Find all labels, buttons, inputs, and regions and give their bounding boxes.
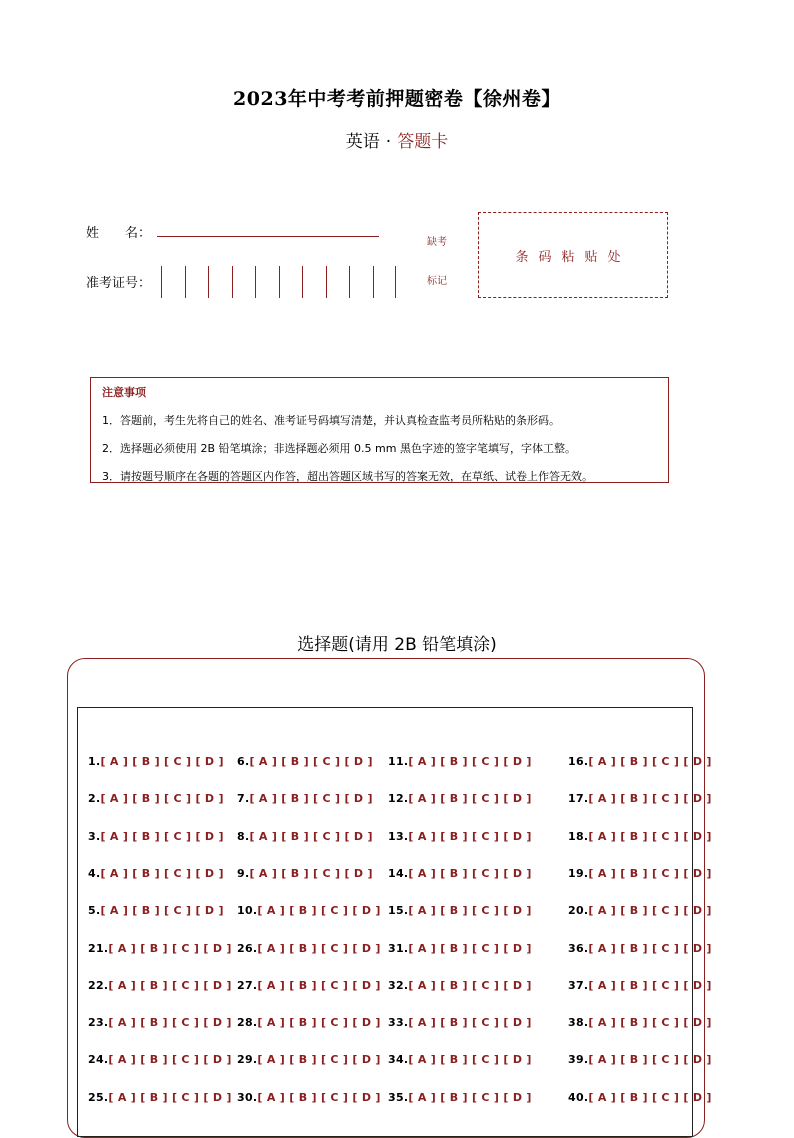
question-item[interactable] [568,830,712,843]
answer-options[interactable]: [ A ] [ B ] [ C ] [ D ] [408,829,532,843]
notice-item-3: 3．请按题号顺序在各题的答题区内作答，超出答题区域书写的答案无效，在草纸、试卷上作答无效。 [102,470,593,483]
question-item[interactable] [388,979,532,992]
question-item[interactable] [237,755,373,768]
choice-answer-area [77,707,693,1137]
question-item[interactable] [237,1053,381,1066]
question-number: 39. [568,1053,589,1067]
question-item[interactable] [88,1053,232,1066]
answer-options[interactable]: [ A ] [ B ] [ C ] [ D ] [588,1016,712,1030]
answer-options[interactable]: [ A ] [ B ] [ C ] [ D ] [108,1053,232,1067]
id-cell[interactable] [373,266,397,298]
answer-options[interactable]: [ A ] [ B ] [ C ] [ D ] [257,1053,381,1067]
page-subtitle [0,127,794,152]
answer-options[interactable]: [ A ] [ B ] [ C ] [ D ] [588,904,712,918]
question-number: 1. [88,755,101,768]
question-number: 16. [568,755,589,768]
question-number: 3. [88,829,101,843]
question-item[interactable] [388,1016,532,1029]
answer-options[interactable]: [ A ] [ B ] [ C ] [ D ] [257,978,381,992]
question-item[interactable] [88,755,224,768]
question-item[interactable] [388,1091,532,1104]
question-item[interactable] [88,830,224,843]
question-item[interactable] [568,792,712,805]
question-number: 35. [388,1090,409,1104]
question-number: 8. [237,829,250,843]
question-item[interactable] [237,979,381,992]
name-field[interactable] [157,236,379,237]
answer-options[interactable]: [ A ] [ B ] [ C ] [ D ] [257,904,381,918]
absent-mark-label-2: 标记 [427,276,447,287]
question-item[interactable] [88,942,232,955]
answer-options[interactable]: [ A ] [ B ] [ C ] [ D ] [408,866,532,880]
question-number: 19. [568,866,589,880]
question-item[interactable] [237,1016,381,1029]
answer-options[interactable]: [ A ] [ B ] [ C ] [ D ] [588,941,712,955]
question-number: 37. [568,978,589,992]
question-number: 36. [568,941,589,955]
answer-options[interactable]: [ A ] [ B ] [ C ] [ D ] [588,1090,712,1104]
question-number: 18. [568,829,589,843]
question-item[interactable] [88,792,224,805]
question-item[interactable] [88,867,224,880]
question-item[interactable] [388,792,532,805]
answer-options[interactable]: [ A ] [ B ] [ C ] [ D ] [100,866,224,880]
answer-options[interactable]: [ A ] [ B ] [ C ] [ D ] [408,1090,532,1104]
question-item[interactable] [568,1053,712,1066]
name-label: 姓 名： [86,226,152,241]
question-item[interactable] [88,904,224,917]
question-item[interactable] [88,979,232,992]
question-number: 27. [237,978,258,992]
question-item[interactable] [568,904,712,917]
answer-options[interactable]: [ A ] [ B ] [ C ] [ D ] [108,978,232,992]
answer-options[interactable]: [ A ] [ B ] [ C ] [ D ] [588,866,712,880]
id-cell[interactable] [349,266,373,298]
id-cell[interactable] [208,266,232,298]
answer-options[interactable]: [ A ] [ B ] [ C ] [ D ] [588,755,712,768]
question-item[interactable] [388,942,532,955]
answer-options[interactable]: [ A ] [ B ] [ C ] [ D ] [100,829,224,843]
question-number: 13. [388,829,409,843]
question-item[interactable] [388,904,532,917]
answer-options[interactable]: [ A ] [ B ] [ C ] [ D ] [408,904,532,918]
answer-options[interactable]: [ A ] [ B ] [ C ] [ D ] [588,1053,712,1067]
question-item[interactable] [568,942,712,955]
answer-options[interactable]: [ A ] [ B ] [ C ] [ D ] [257,1090,381,1104]
answer-options[interactable]: [ A ] [ B ] [ C ] [ D ] [408,792,532,806]
question-number: 22. [88,978,109,992]
question-number: 29. [237,1053,258,1067]
question-item[interactable] [568,979,712,992]
notice-box [90,377,669,483]
question-number: 6. [237,755,250,768]
subject-label: 英语 [345,132,380,152]
answer-options[interactable]: [ A ] [ B ] [ C ] [ D ] [108,1090,232,1104]
notice-item-2: 2．选择题必须使用 2B 铅笔填涂；非选择题必须用 0.5 mm 黑色字迹的签字笔填写，字体工整。 [102,442,576,455]
question-number: 20. [568,904,589,918]
answer-options[interactable]: [ A ] [ B ] [ C ] [ D ] [408,978,532,992]
barcode-area [478,212,668,298]
question-item[interactable] [88,1016,232,1029]
question-item[interactable] [237,1091,381,1104]
question-number: 28. [237,1016,258,1030]
question-number: 5. [88,904,101,918]
barcode-label: 条码粘贴处 [515,249,631,265]
answer-options[interactable]: [ A ] [ B ] [ C ] [ D ] [100,904,224,918]
question-number: 9. [237,866,250,880]
question-number: 12. [388,792,409,806]
question-number: 14. [388,866,409,880]
question-number: 34. [388,1053,409,1067]
id-cell[interactable] [161,266,185,298]
answer-options[interactable]: [ A ] [ B ] [ C ] [ D ] [249,792,373,806]
answer-options[interactable]: [ A ] [ B ] [ C ] [ D ] [408,941,532,955]
answer-options[interactable]: [ A ] [ B ] [ C ] [ D ] [108,1016,232,1030]
answer-options[interactable]: [ A ] [ B ] [ C ] [ D ] [100,755,224,768]
subtitle-separator: · [385,132,392,152]
question-item[interactable] [568,1091,712,1104]
answer-options[interactable]: [ A ] [ B ] [ C ] [ D ] [408,1016,532,1030]
answer-options[interactable]: [ A ] [ B ] [ C ] [ D ] [588,829,712,843]
page-title: 2023年中考考前押题密卷【徐州卷】 [233,88,561,110]
absent-mark-label-1: 缺考 [427,237,447,248]
question-number: 7. [237,792,250,806]
id-cell[interactable] [232,266,256,298]
question-number: 2. [88,792,101,806]
answer-options[interactable]: [ A ] [ B ] [ C ] [ D ] [249,755,373,768]
question-item[interactable] [237,904,381,917]
answer-options[interactable]: [ A ] [ B ] [ C ] [ D ] [588,978,712,992]
question-item[interactable] [388,867,532,880]
question-number: 10. [237,904,258,918]
notice-heading: 注意事项 [102,386,146,399]
id-cell[interactable] [279,266,303,298]
answer-options[interactable]: [ A ] [ B ] [ C ] [ D ] [588,792,712,806]
id-cell[interactable] [185,266,209,298]
question-item[interactable] [237,830,373,843]
question-item[interactable] [388,755,532,768]
answer-options[interactable]: [ A ] [ B ] [ C ] [ D ] [249,829,373,843]
question-item[interactable] [237,942,381,955]
answer-options[interactable]: [ A ] [ B ] [ C ] [ D ] [249,866,373,880]
id-label: 准考证号： [86,276,152,291]
notice-item-1: 1．答题前，考生先将自己的姓名、准考证号码填写清楚，并认真检查监考员所粘贴的条形码。 [102,414,560,427]
id-cell[interactable] [255,266,279,298]
id-number-field[interactable] [161,266,396,298]
answer-options[interactable]: [ A ] [ B ] [ C ] [ D ] [408,1053,532,1067]
question-item[interactable] [88,1091,232,1104]
question-item[interactable] [237,792,373,805]
question-number: 32. [388,978,409,992]
id-cell[interactable] [302,266,326,298]
question-item[interactable] [388,830,532,843]
question-number: 15. [388,904,409,918]
question-number: 33. [388,1016,409,1030]
question-number: 4. [88,866,101,880]
question-number: 17. [568,792,589,806]
question-number: 26. [237,941,258,955]
question-number: 25. [88,1090,109,1104]
answer-options[interactable]: [ A ] [ B ] [ C ] [ D ] [100,792,224,806]
question-item[interactable] [568,867,712,880]
question-number: 21. [88,941,109,955]
question-number: 23. [88,1016,109,1030]
question-item[interactable] [237,867,373,880]
question-number: 40. [568,1090,589,1104]
answer-options[interactable]: [ A ] [ B ] [ C ] [ D ] [257,941,381,955]
section-title: 选择题(请用 2B 铅笔填涂) [297,635,497,655]
question-number: 38. [568,1016,589,1030]
question-number: 30. [237,1090,258,1104]
question-number: 31. [388,941,409,955]
answer-options[interactable]: [ A ] [ B ] [ C ] [ D ] [108,941,232,955]
question-item[interactable] [388,1053,532,1066]
question-number: 11. [388,755,409,768]
question-number: 24. [88,1053,109,1067]
answer-options[interactable]: [ A ] [ B ] [ C ] [ D ] [408,755,532,768]
card-type-label: 答题卡 [397,132,449,152]
answer-options[interactable]: [ A ] [ B ] [ C ] [ D ] [257,1016,381,1030]
id-cell[interactable] [326,266,350,298]
question-item[interactable] [568,1016,712,1029]
question-item[interactable] [568,755,712,768]
